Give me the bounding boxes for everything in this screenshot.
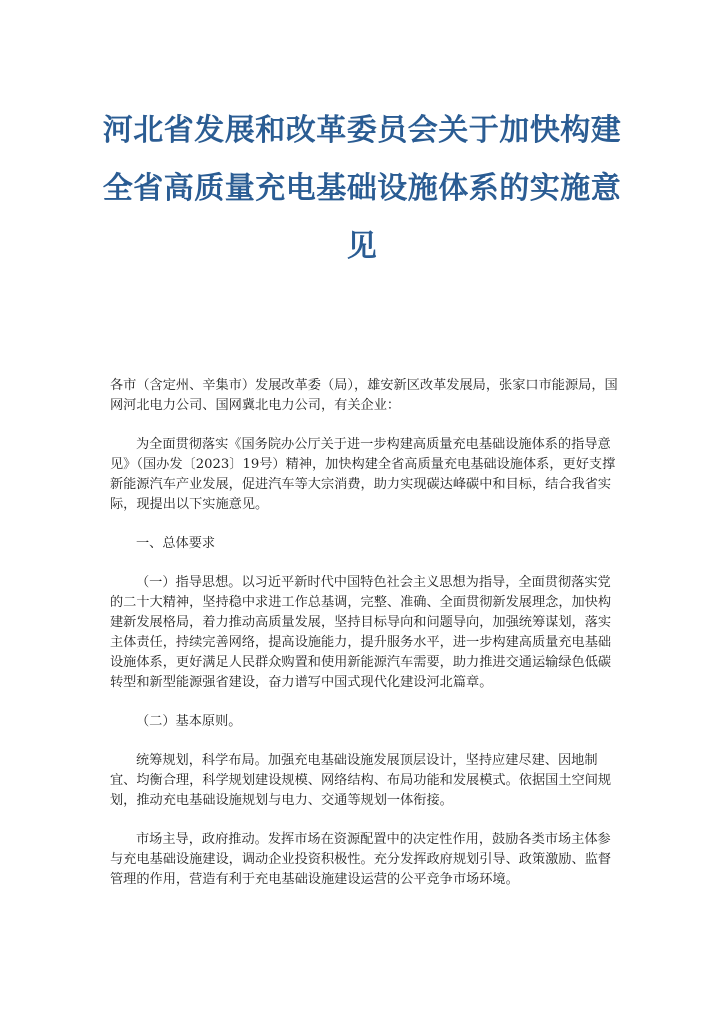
document-body: [110, 376, 620, 909]
principle-paragraph-market: 市场主导，政府推动。发挥市场在资源配置中的决定性作用，鼓励各类市场主体参与充电基础设施建设，调动企业投资积极性。充分发挥政府规划引导、政策激励、监督管理的作用，营造有利于充电基础设施建设运营的公平竞争市场环境。: [110, 832, 612, 887]
intro-paragraph: 为全面贯彻落实《国务院办公厅关于进一步构建高质量充电基础设施体系的指导意见》（国办发〔2023〕19号）精神，加快构建全省高质量充电基础设施体系，更好支撑新能源汽车产业发展，促进汽车等大宗消费，助力实现碳达峰碳中和目标，结合我省实际，现提出以下实施意见。: [110, 437, 616, 512]
recipients-paragraph: 各市（含定州、辛集市）发展改革委（局），雄安新区改革发展局，张家口市能源局，国网河北电力公司、国网冀北电力公司，有关企业：: [110, 378, 618, 413]
guiding-ideology-paragraph: （一）指导思想。以习近平新时代中国特色社会主义思想为指导，全面贯彻落实党的二十大精神，坚持稳中求进工作总基调，完整、准确、全面贯彻新发展理念，加快构建新发展格局，着力推动高质量发展，坚持目标导向和问题导向，加强统筹谋划，落实主体责任，持续完善网络，提高设施能力，提升服务水平，进一步构建高质量充电基础设施体系，更好满足人民群众购置和使用新能源汽车需要，助力推进交通运输绿色低碳转型和新型能源强省建设，奋力谱写中国式现代化建设河北篇章。: [110, 575, 612, 690]
principle-paragraph-planning: 统筹规划，科学布局。加强充电基础设施发展顶层设计，坚持应建尽建、因地制宜、均衡合理，科学规划建设规模、网络结构、布局功能和发展模式。依据国土空间规划，推动充电基础设施规划与电力、交通等规划一体衔接。: [110, 753, 612, 808]
subsection-heading-basic-principles: （二）基本原则。: [136, 714, 242, 729]
document-title: 河北省发展和改革委员会关于加快构建全省高质量充电基础设施体系的实施意见: [102, 113, 622, 264]
section-heading-general-requirements: 一、总体要求: [136, 536, 216, 551]
